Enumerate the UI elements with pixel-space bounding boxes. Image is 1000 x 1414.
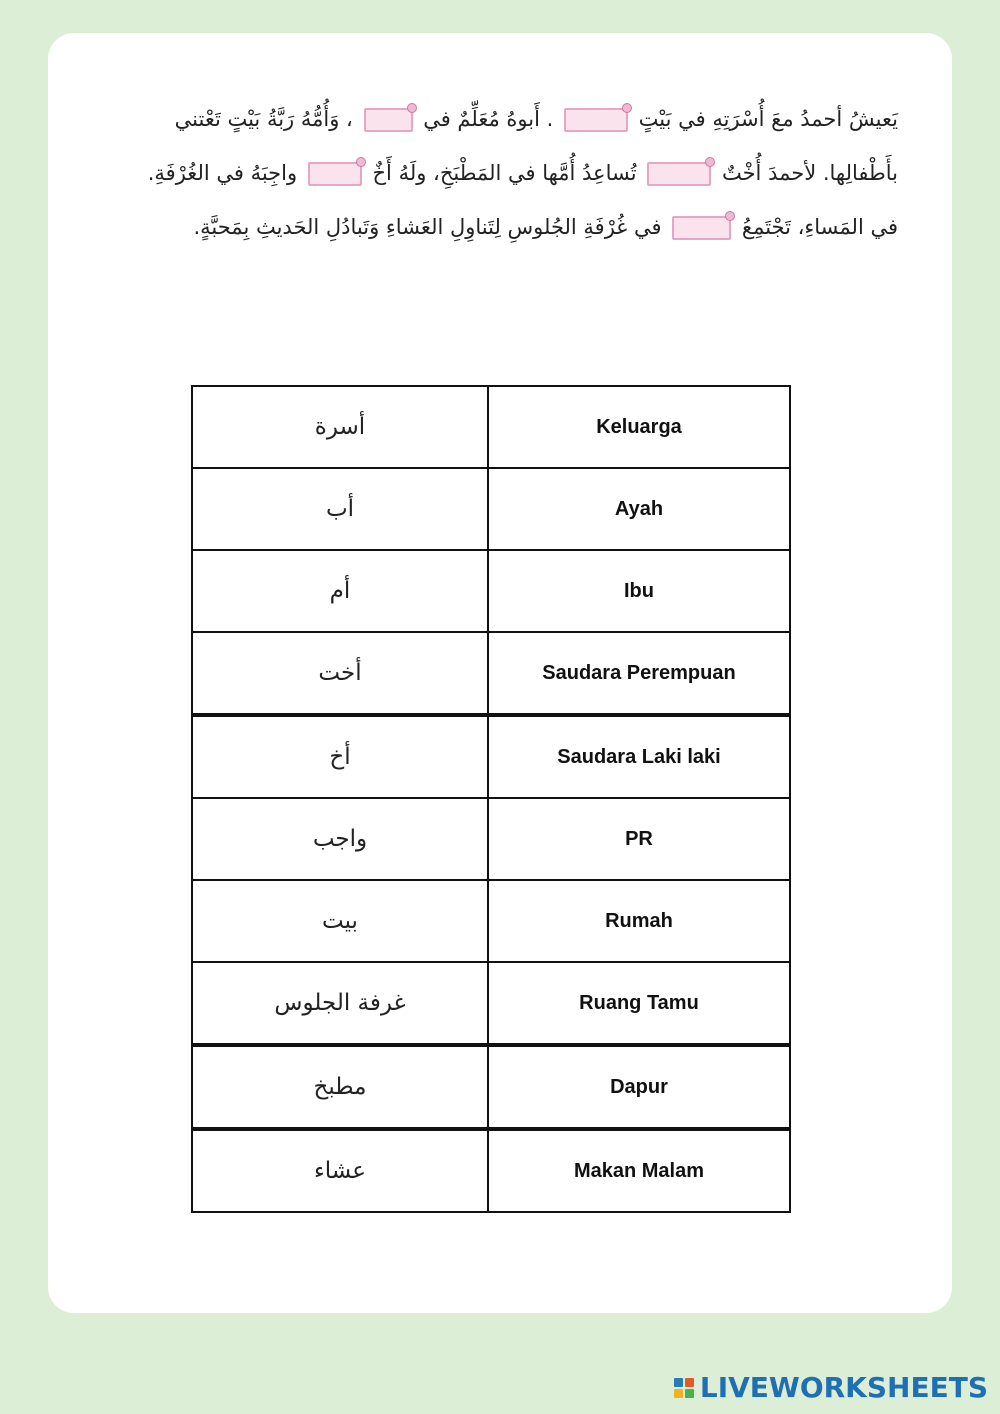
answer-blank-3[interactable] <box>647 162 711 186</box>
table-row <box>192 1129 790 1212</box>
table-row <box>192 715 790 798</box>
passage-line-1 <box>118 92 898 146</box>
brand-name: LIVEWORKSHEETS <box>699 1371 988 1404</box>
arabic-word: مطبخ <box>192 1045 488 1129</box>
indonesian-meaning: Ibu <box>488 550 790 632</box>
table-row <box>192 550 790 632</box>
indonesian-meaning: Saudara Perempuan <box>488 632 790 715</box>
passage-text: ، وَأُمُّهُ رَبَّةُ بَيْتٍ تَعْتني <box>174 107 353 131</box>
indonesian-meaning: Dapur <box>488 1045 790 1129</box>
table-row <box>192 386 790 468</box>
vocabulary-table <box>191 385 791 1213</box>
table-row <box>192 468 790 550</box>
footer-brand <box>674 1371 988 1404</box>
arabic-word: أب <box>192 468 488 550</box>
passage-text: تُساعِدُ أُمَّها في المَطْبَخِ، ولَهُ أَخٌ <box>372 161 637 185</box>
indonesian-meaning: Saudara Laki laki <box>488 715 790 798</box>
indonesian-meaning: Ruang Tamu <box>488 962 790 1045</box>
arabic-word: غرفة الجلوس <box>192 962 488 1045</box>
indonesian-meaning: PR <box>488 798 790 880</box>
table-row <box>192 798 790 880</box>
passage-line-3 <box>118 200 898 254</box>
arabic-word: عشاء <box>192 1129 488 1212</box>
passage-line-2 <box>118 146 898 200</box>
answer-blank-5[interactable] <box>672 216 731 240</box>
answer-blank-2[interactable] <box>364 108 413 132</box>
arabic-word: أم <box>192 550 488 632</box>
indonesian-meaning: Makan Malam <box>488 1129 790 1212</box>
answer-blank-1[interactable] <box>564 108 628 132</box>
arabic-word: أخت <box>192 632 488 715</box>
arabic-word: أسرة <box>192 386 488 468</box>
passage-text: . أَبوهُ مُعَلِّمٌ في <box>423 107 554 131</box>
arabic-word: أخ <box>192 715 488 798</box>
table-row <box>192 880 790 962</box>
table-row <box>192 962 790 1045</box>
passage-text: في المَساءِ، تَجْتَمِعُ <box>741 215 898 239</box>
table-row <box>192 1045 790 1129</box>
indonesian-meaning: Keluarga <box>488 386 790 468</box>
passage-text: في غُرْفَةِ الجُلوسِ لِتَناوِلِ العَشاءِ وَتَبادُلِ الحَديثِ بِمَحبَّةٍ. <box>193 215 662 239</box>
passage-text: واجِبَهُ في الغُرْفَةِ. <box>147 161 298 185</box>
reading-passage <box>118 92 898 254</box>
passage-text: بأَطْفالِها. لأحمدَ أُخْتٌ <box>721 161 898 185</box>
liveworksheets-logo-icon <box>674 1378 694 1398</box>
indonesian-meaning: Ayah <box>488 468 790 550</box>
indonesian-meaning: Rumah <box>488 880 790 962</box>
answer-blank-4[interactable] <box>308 162 362 186</box>
passage-text: يَعيشُ أحمدُ معَ أُسْرَتِهِ في بَيْتٍ <box>638 107 898 131</box>
arabic-word: واجب <box>192 798 488 880</box>
arabic-word: بيت <box>192 880 488 962</box>
table-row <box>192 632 790 715</box>
